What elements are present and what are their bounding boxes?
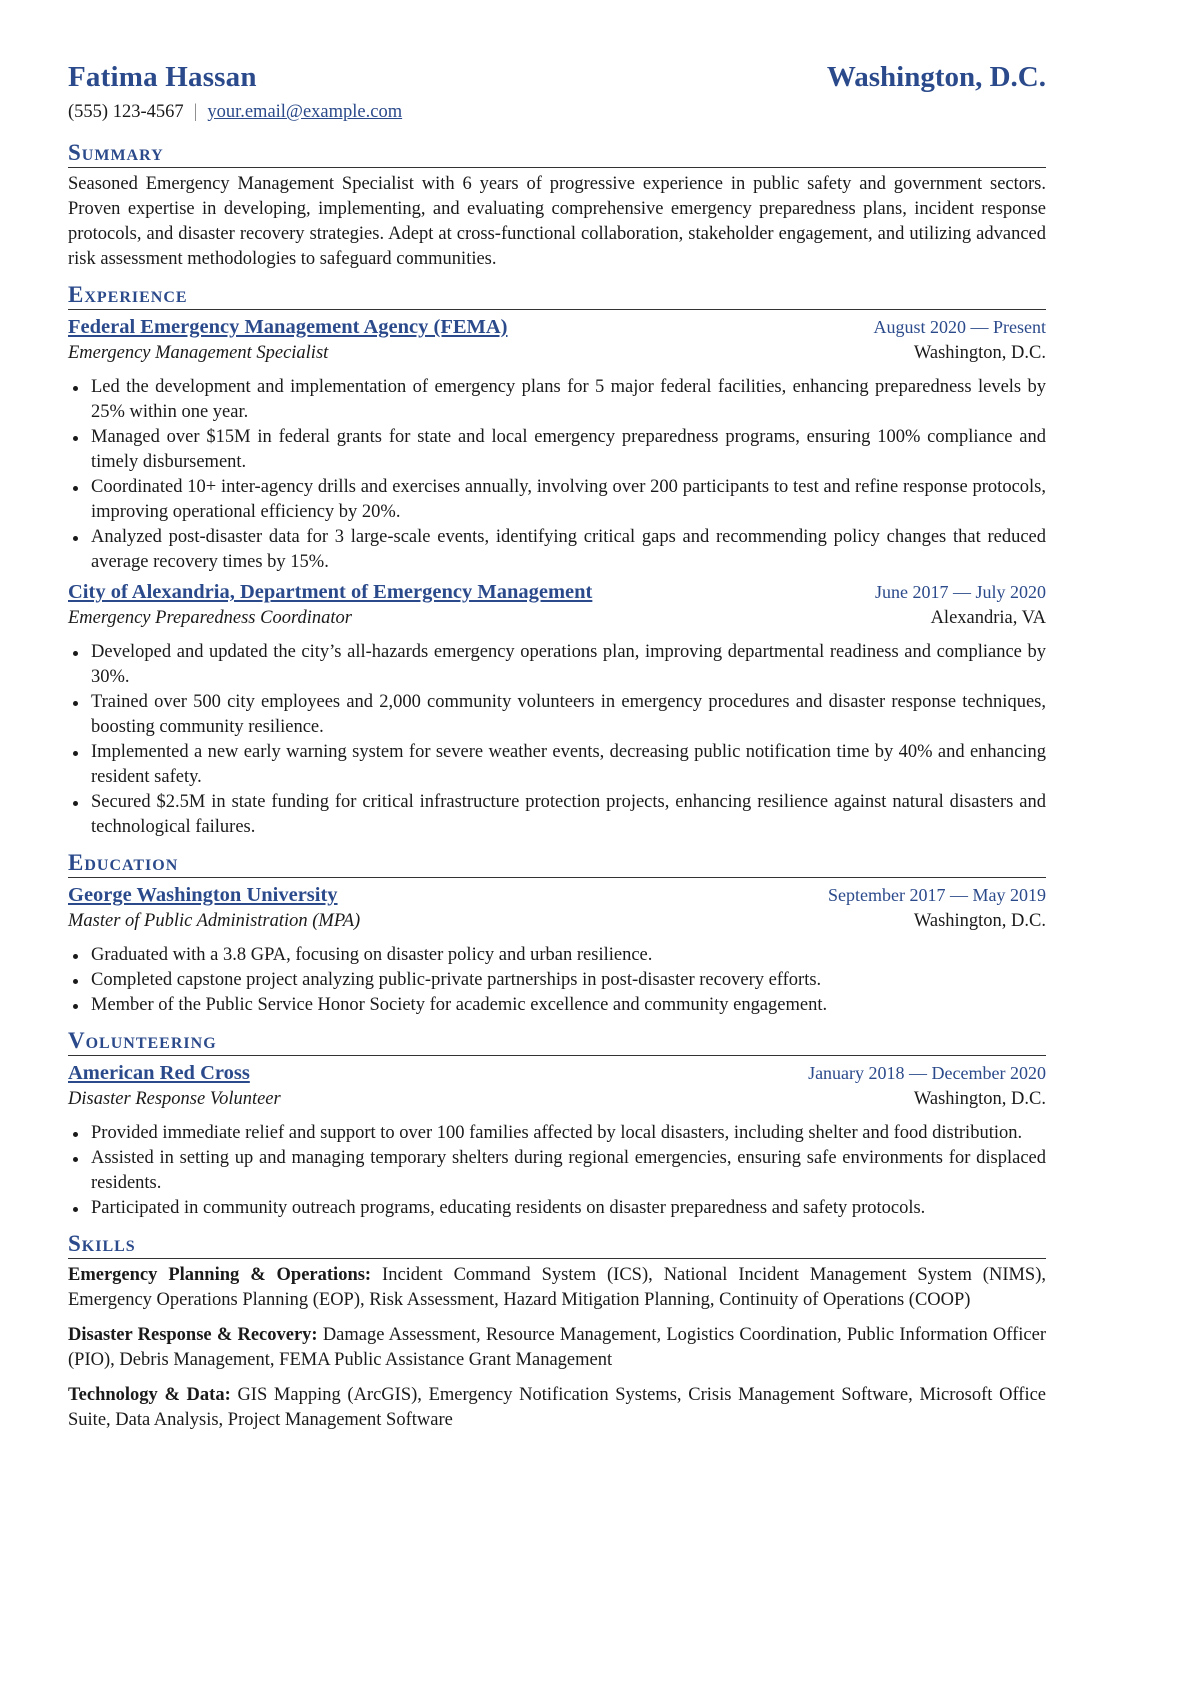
bullet-icon: [73, 536, 78, 541]
institution-link[interactable]: George Washington University: [68, 884, 338, 906]
bullet-text: Provided immediate relief and support to over 100 families affected by local disasters, including shelter and food distribution.: [91, 1123, 1023, 1143]
skill-category: Technology & Data:: [68, 1385, 231, 1405]
skill-items: Incident Command System (ICS), National Incident Management System (NIMS), Emergency Operations Planning (EOP), Risk Assessment, Hazard Mitigation Planning, Continuity of Operations (COOP): [68, 1265, 1047, 1310]
bullet-text: Trained over 500 city employees and 2,000 community volunteers in emergency procedures and disaster response techniques, boosting community resilience.: [91, 692, 1046, 737]
bullet-text: Participated in community outreach programs, educating residents on disaster preparedness and safety protocols.: [91, 1198, 926, 1218]
section-title-skills: Skills: [68, 1231, 1046, 1259]
entry-location: Washington, D.C.: [913, 1089, 1046, 1109]
bullet-text: Completed capstone project analyzing public-private partnerships in post-disaster recovery efforts.: [91, 970, 822, 990]
entry-location: Washington, D.C.: [913, 911, 1046, 931]
bullet-item: [68, 375, 1046, 425]
bullet-icon: [73, 1207, 78, 1212]
bullet-item: [68, 943, 1046, 968]
bullet-list: [68, 640, 1046, 840]
organization-link[interactable]: Federal Emergency Management Agency (FEMA): [68, 316, 508, 338]
skill-group: [68, 1263, 1046, 1313]
skill-group: [68, 1323, 1046, 1373]
bullet-item: [68, 690, 1046, 740]
skill-items: GIS Mapping (ArcGIS), Emergency Notification Systems, Crisis Management Software, Microsoft Office Suite, Data Analysis, Project Management Software: [68, 1385, 1047, 1430]
skill-items: Damage Assessment, Resource Management, Logistics Coordination, Public Information Officer (PIO), Debris Management, FEMA Public Assistance Grant Management: [68, 1325, 1046, 1370]
organization-link[interactable]: City of Alexandria, Department of Emergency Management: [68, 581, 593, 603]
entry-role: Emergency Management Specialist: [68, 343, 329, 363]
entry-location: Washington, D.C.: [913, 343, 1046, 363]
bullet-item: [68, 525, 1046, 575]
resume-page: [68, 58, 1046, 1433]
section-title-experience: Experience: [68, 282, 1046, 310]
bullet-list: [68, 943, 1046, 1018]
degree: Master of Public Administration (MPA): [68, 911, 361, 931]
organization-link[interactable]: American Red Cross: [68, 1062, 250, 1084]
bullet-text: Led the development and implementation of emergency plans for 5 major federal facilities, enhancing preparedness levels by 25% within one year.: [91, 377, 1046, 422]
email-link[interactable]: your.email@example.com: [207, 102, 403, 122]
bullet-list: [68, 375, 1046, 575]
entry-dates: September 2017 — May 2019: [828, 885, 1046, 905]
bullet-text: Developed and updated the city’s all-hazards emergency operations plan, improving departmental readiness and compliance by 30%.: [91, 642, 1046, 687]
bullet-icon: [73, 954, 78, 959]
bullet-item: [68, 968, 1046, 993]
bullet-item: [68, 1121, 1046, 1146]
phone-number: (555) 123-4567: [68, 102, 184, 122]
bullet-icon: [73, 751, 78, 756]
bullet-text: Coordinated 10+ inter-agency drills and exercises annually, involving over 200 participants to test and refine response protocols, improving operational efficiency by 20%.: [91, 477, 1046, 522]
education-entry: [68, 882, 1046, 1018]
resume-header: [68, 58, 1046, 96]
contact-line: [68, 100, 1046, 124]
header-location: Washington, D.C.: [826, 61, 1046, 93]
summary-text: Seasoned Emergency Management Specialist with 6 years of progressive experience in public safety and government sectors. Proven expertise in developing, implementing, and evaluating comprehensive emergency preparedness plans, incident response protocols, and disaster recovery strategies. Adept at cross-functional collaboration, stakeholder engagement, and utilizing advanced risk assessment methodologies to safeguard communities.: [68, 174, 1046, 269]
bullet-text: Graduated with a 3.8 GPA, focusing on disaster policy and urban resilience.: [91, 945, 653, 965]
bullet-icon: [73, 1132, 78, 1137]
entry-dates: June 2017 — July 2020: [875, 582, 1046, 602]
bullet-text: Assisted in setting up and managing temporary shelters during regional emergencies, ensuring safe environments for displaced residents.: [91, 1148, 1046, 1193]
bullet-icon: [73, 436, 78, 441]
bullet-item: [68, 425, 1046, 475]
bullet-text: Member of the Public Service Honor Society for academic excellence and community engagement.: [91, 995, 828, 1015]
bullet-item: [68, 790, 1046, 840]
bullet-item: [68, 740, 1046, 790]
section-title-volunteering: Volunteering: [68, 1028, 1046, 1056]
bullet-text: Secured $2.5M in state funding for critical infrastructure protection projects, enhancing resilience against natural disasters and technological failures.: [91, 792, 1046, 837]
bullet-item: [68, 1196, 1046, 1221]
bullet-icon: [73, 386, 78, 391]
entry-location: Alexandria, VA: [930, 608, 1046, 628]
bullet-icon: [73, 801, 78, 806]
bullet-icon: [73, 651, 78, 656]
bullet-list: [68, 1121, 1046, 1221]
experience-entry: [68, 314, 1046, 575]
volunteering-entry: [68, 1060, 1046, 1221]
contact-separator: |: [193, 102, 198, 122]
entry-dates: January 2018 — December 2020: [808, 1063, 1046, 1083]
bullet-icon: [73, 1004, 78, 1009]
bullet-icon: [73, 979, 78, 984]
entry-role: Emergency Preparedness Coordinator: [68, 608, 352, 628]
bullet-text: Implemented a new early warning system for severe weather events, decreasing public notification time by 40% and enhancing resident safety.: [91, 742, 1046, 787]
skill-category: Disaster Response & Recovery:: [68, 1325, 318, 1345]
skill-category: Emergency Planning & Operations:: [68, 1265, 372, 1285]
entry-role: Disaster Response Volunteer: [68, 1089, 281, 1109]
section-title-education: Education: [68, 850, 1046, 878]
bullet-item: [68, 640, 1046, 690]
skill-group: [68, 1383, 1046, 1433]
section-title-summary: Summary: [68, 140, 1046, 168]
bullet-item: [68, 475, 1046, 525]
bullet-item: [68, 993, 1046, 1018]
candidate-name: Fatima Hassan: [68, 61, 257, 93]
bullet-text: Managed over $15M in federal grants for state and local emergency preparedness programs, ensuring 100% compliance and timely disbursement.: [91, 427, 1046, 472]
bullet-icon: [73, 1157, 78, 1162]
bullet-icon: [73, 701, 78, 706]
bullet-item: [68, 1146, 1046, 1196]
bullet-icon: [73, 486, 78, 491]
experience-entry: [68, 579, 1046, 840]
entry-dates: August 2020 — Present: [873, 317, 1046, 337]
bullet-text: Analyzed post-disaster data for 3 large-scale events, identifying critical gaps and recommending policy changes that reduced average recovery times by 15%.: [91, 527, 1046, 572]
